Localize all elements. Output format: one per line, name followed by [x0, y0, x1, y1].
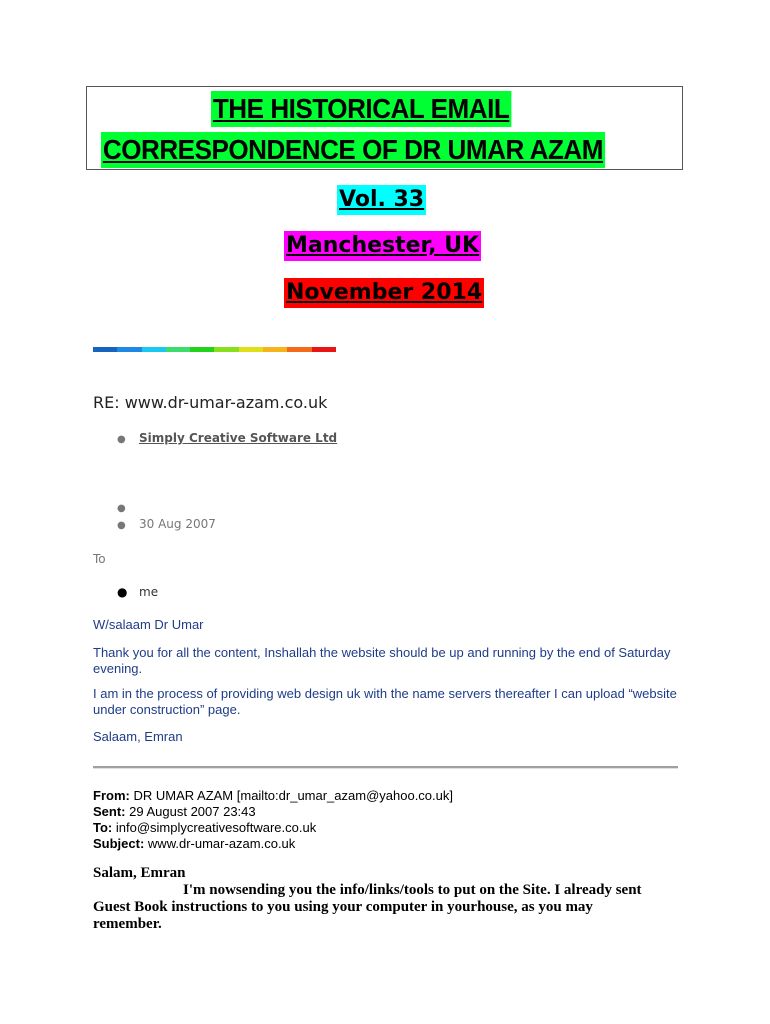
quoted-sent: Sent: 29 August 2007 23:43 [93, 804, 256, 819]
quoted-to: To: info@simplycreativesoftware.co.uk [93, 820, 317, 835]
color-segment [190, 347, 214, 352]
color-segment [93, 347, 117, 352]
color-segment [312, 347, 336, 352]
divider [93, 766, 678, 769]
quoted-line-3: remember. [93, 916, 162, 932]
to-label: To [93, 552, 106, 566]
color-segment [166, 347, 190, 352]
sender-name-link[interactable]: Simply Creative Software Ltd [139, 431, 338, 445]
bullet-icon: ● [117, 434, 126, 445]
quoted-line-1: I'm nowsending you the info/links/tools to put on the Site. I already sent [183, 882, 642, 898]
quoted-line-2: Guest Book instructions to you using your computer in yourhouse, as you may [93, 899, 593, 915]
volume-label: Vol. 33 [337, 185, 426, 215]
color-segment [239, 347, 263, 352]
recipient-name: me [139, 585, 159, 599]
color-segment [117, 347, 141, 352]
bullet-icon: ● [117, 520, 126, 531]
body-paragraph-2: I am in the process of providing web design uk with the name servers thereafter I can upload “website under construction” page. [93, 686, 677, 717]
color-segment [214, 347, 238, 352]
body-signoff: Salaam, Emran [93, 729, 183, 744]
quoted-salutation: Salam, Emran [93, 865, 186, 881]
city-label: Manchester, UK [284, 231, 481, 261]
quoted-from: From: DR UMAR AZAM [mailto:dr_umar_azam@yahoo.co.uk] [93, 788, 453, 803]
sent-date: 30 Aug 2007 [139, 517, 216, 531]
document-title-line2: CORRESPONDENCE OF DR UMAR AZAM [101, 132, 605, 168]
color-divider [93, 347, 336, 352]
body-greeting: W/salaam Dr Umar [93, 617, 204, 632]
bullet-icon: ● [117, 503, 126, 514]
document-title-line1: THE HISTORICAL EMAIL [211, 91, 511, 127]
bullet-icon: ● [117, 585, 128, 599]
quoted-subject: Subject: www.dr-umar-azam.co.uk [93, 836, 296, 851]
color-segment [263, 347, 287, 352]
body-paragraph-1: Thank you for all the content, Inshallah the website should be up and running by the end of Saturday evening. [93, 645, 671, 676]
color-segment [142, 347, 166, 352]
date-label: November 2014 [284, 278, 484, 308]
email-subject: RE: www.dr-umar-azam.co.uk [93, 393, 328, 412]
color-segment [287, 347, 311, 352]
